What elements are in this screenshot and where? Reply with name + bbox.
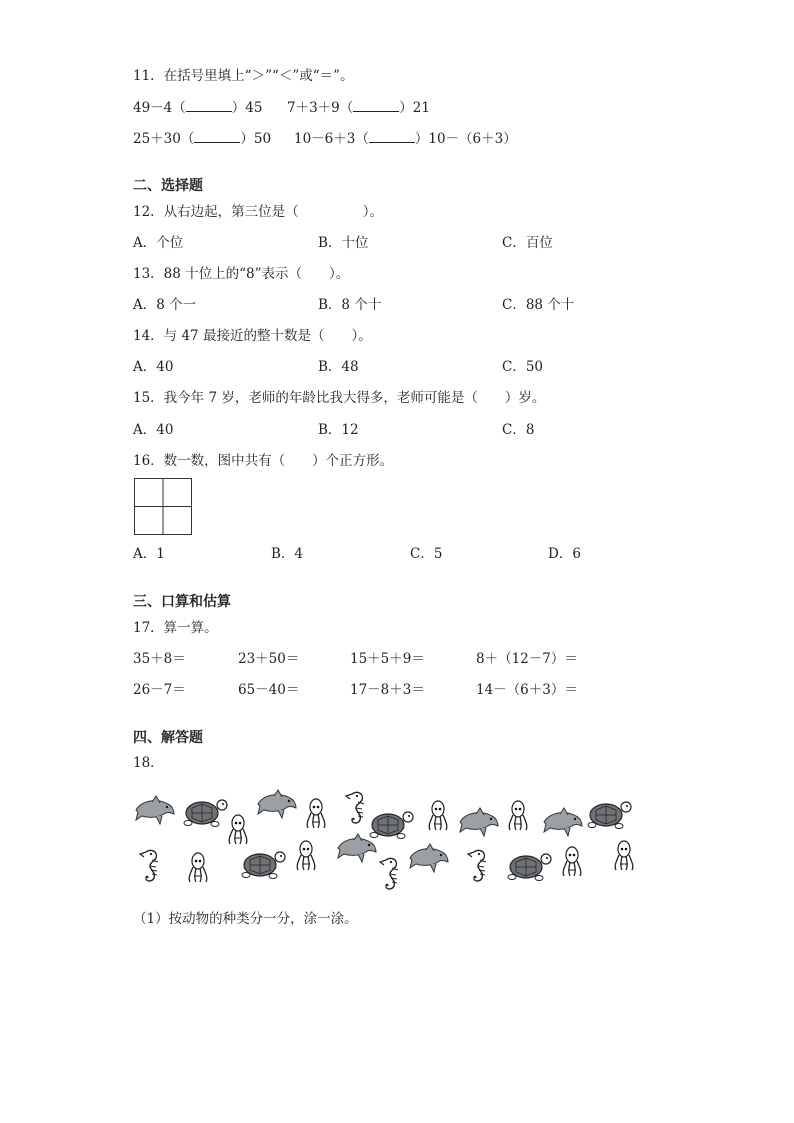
seahorse-icon xyxy=(468,850,486,881)
q11-item-2: 7＋3＋9（ ）21 xyxy=(287,100,430,116)
answer-blank[interactable] xyxy=(194,130,240,143)
turtle-icon xyxy=(588,802,631,829)
q16-option-c[interactable]: C．5 xyxy=(410,546,443,562)
q13-option-c[interactable]: C．88 个十 xyxy=(502,297,575,313)
section-title-solve: 四、解答题 xyxy=(133,730,203,746)
dolphin-icon xyxy=(338,834,376,862)
turtle-icon xyxy=(370,812,413,839)
dolphin-icon xyxy=(136,796,174,824)
section-title-choice: 二、选择题 xyxy=(133,178,203,194)
seahorse-icon xyxy=(346,792,364,823)
q15-option-b[interactable]: B．12 xyxy=(318,422,359,438)
sea-animals-figure xyxy=(128,786,648,890)
answer-blank[interactable] xyxy=(369,130,415,143)
dolphin-icon xyxy=(460,808,498,836)
q14-option-b[interactable]: B．48 xyxy=(318,359,359,375)
square-grid-figure xyxy=(134,478,192,535)
squid-icon xyxy=(615,841,633,870)
squid-icon xyxy=(429,801,447,830)
dolphin-icon xyxy=(544,808,582,836)
turtle-icon xyxy=(184,800,227,827)
answer-blank[interactable] xyxy=(353,99,399,112)
q16-option-b[interactable]: B．4 xyxy=(271,546,304,562)
squid-icon xyxy=(297,841,315,870)
q11-item-3: 25＋30（ ）50 xyxy=(133,131,272,147)
squid-icon xyxy=(229,815,247,844)
q15-option-c[interactable]: C．8 xyxy=(502,422,535,438)
squid-icon xyxy=(189,853,207,882)
q12-option-b[interactable]: B．十位 xyxy=(318,235,369,251)
q11-item-1: 49－4（ ）45 xyxy=(133,100,263,116)
q16-option-d[interactable]: D．6 xyxy=(548,546,581,562)
dolphin-icon xyxy=(258,790,296,818)
answer-blank[interactable] xyxy=(186,99,232,112)
calc-item: 23＋50＝ xyxy=(238,651,300,667)
q14-option-c[interactable]: C．50 xyxy=(502,359,544,375)
seahorse-icon xyxy=(380,858,398,889)
turtle-icon xyxy=(508,854,551,881)
calc-item: 65－40＝ xyxy=(238,682,300,698)
q14-stem: 14．与 47 最接近的整十数是（ ）。 xyxy=(133,328,372,344)
q14-option-a[interactable]: A．40 xyxy=(133,359,174,375)
q13-option-a[interactable]: A．8 个一 xyxy=(133,297,197,313)
q12-option-a[interactable]: A．个位 xyxy=(133,235,184,251)
calc-item: 14－（6＋3）＝ xyxy=(476,682,578,698)
squid-icon xyxy=(509,801,527,830)
q11-title: 11．在括号里填上“＞”“＜”或“＝”。 xyxy=(133,68,354,84)
q18-number: 18． xyxy=(133,755,164,771)
q12-option-c[interactable]: C．百位 xyxy=(502,235,553,251)
q17-title: 17．算一算。 xyxy=(133,620,218,636)
turtle-icon xyxy=(242,852,285,879)
dolphin-icon xyxy=(410,844,448,872)
calc-item: 15＋5＋9＝ xyxy=(350,651,425,667)
q16-stem: 16．数一数，图中共有（ ）个正方形。 xyxy=(133,453,394,469)
q13-stem: 13．88 十位上的“8”表示（ ）。 xyxy=(133,266,350,282)
seahorse-icon xyxy=(140,850,158,881)
calc-item: 17－8＋3＝ xyxy=(350,682,425,698)
q15-stem: 15．我今年 7 岁，老师的年龄比我大得多，老师可能是（ ）岁。 xyxy=(133,390,546,406)
q13-option-b[interactable]: B．8 个十 xyxy=(318,297,382,313)
q18-sub1: （1）按动物的种类分一分，涂一涂。 xyxy=(133,911,358,927)
section-title-mental-math: 三、口算和估算 xyxy=(133,594,231,610)
q16-option-a[interactable]: A．1 xyxy=(133,546,165,562)
squid-icon xyxy=(563,847,581,876)
calc-item: 35＋8＝ xyxy=(133,651,186,667)
calc-item: 26－7＝ xyxy=(133,682,186,698)
q12-stem: 12．从右边起，第三位是（ ）。 xyxy=(133,204,383,220)
calc-item: 8＋（12－7）＝ xyxy=(476,651,578,667)
squid-icon xyxy=(307,799,325,828)
q15-option-a[interactable]: A．40 xyxy=(133,422,174,438)
q11-item-4: 10－6＋3（ ）10－（6＋3） xyxy=(294,131,517,147)
